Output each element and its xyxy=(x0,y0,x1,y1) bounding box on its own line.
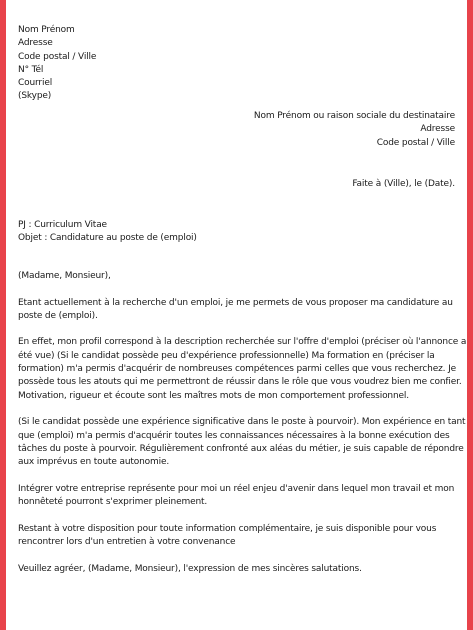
sender-address-block xyxy=(18,24,96,104)
recipient-address: Adresse xyxy=(420,124,455,135)
sender-email: Courriel xyxy=(18,78,53,89)
recipient-address-block xyxy=(254,110,455,150)
attachment-line: PJ : Curriculum Vitae xyxy=(18,220,107,230)
paragraph-intro: Etant actuellement à la recherche d'un emploi, je me permets de vous proposer ma candidature au poste de (emploi). xyxy=(18,297,453,321)
sender-name: Nom Prénom xyxy=(18,25,75,35)
sender-phone: N° Tél xyxy=(18,64,44,75)
closing-formula: Veuillez agréer, (Madame, Monsieur), l'expression de mes sincères salutations. xyxy=(18,563,362,574)
subject-line: Objet : Candidature au poste de (emploi) xyxy=(18,233,197,244)
paragraph-availability: Restant à votre disposition pour toute information complémentaire, je suis disponible pour vous rencontrer lors d'un entretien à votre convenance xyxy=(18,523,437,547)
letter-body xyxy=(18,270,467,589)
paragraph-motivation: Intégrer votre entreprise représente pour moi un réel enjeu d'avenir dans lequel mon travail et mon honnêteté pourront s'exprimer pleinement. xyxy=(18,483,455,508)
sender-postal-city: Code postal / Ville xyxy=(18,51,97,62)
paragraph-profile: En effet, mon profil correspond à la description recherchée sur l'offre d'emploi (préciser où l'annonce a été vue) (Si le candidat possède peu d'expérience professionnelle) Ma formation en (préciser la formation) m'a permis d'acquérir de nombreuses compétences parmi celles que vous recherchez. Je possède tous les atouts qui me permettront de réussir dans le rôle que vous voudrez bien me confier. Motivation, rigueur et écoute sont les maîtres mots de mon comportement professionnel. xyxy=(18,337,467,401)
salutation: (Madame, Monsieur), xyxy=(18,271,111,281)
recipient-postal-city: Code postal / Ville xyxy=(376,137,455,148)
paragraph-experience: (Si le candidat possède une expérience significative dans le poste à pourvoir). Mon expérience en tant que (emploi) m'a permis d'acquérir toutes les connaissances nécessaires à la bonne exécution des tâches du poste à pourvoir. Régulièrement confronté aux aléas du métier, je suis capable de répondre aux imprévus en toute autonomie. xyxy=(18,417,466,468)
letter-page xyxy=(6,0,467,630)
sender-skype: (Skype) xyxy=(18,91,52,102)
date-line: Faite à (Ville), le (Date). xyxy=(352,179,455,189)
references-block xyxy=(18,219,197,246)
sender-address: Adresse xyxy=(18,38,53,49)
recipient-name: Nom Prénom ou raison sociale du destinataire xyxy=(253,111,455,121)
